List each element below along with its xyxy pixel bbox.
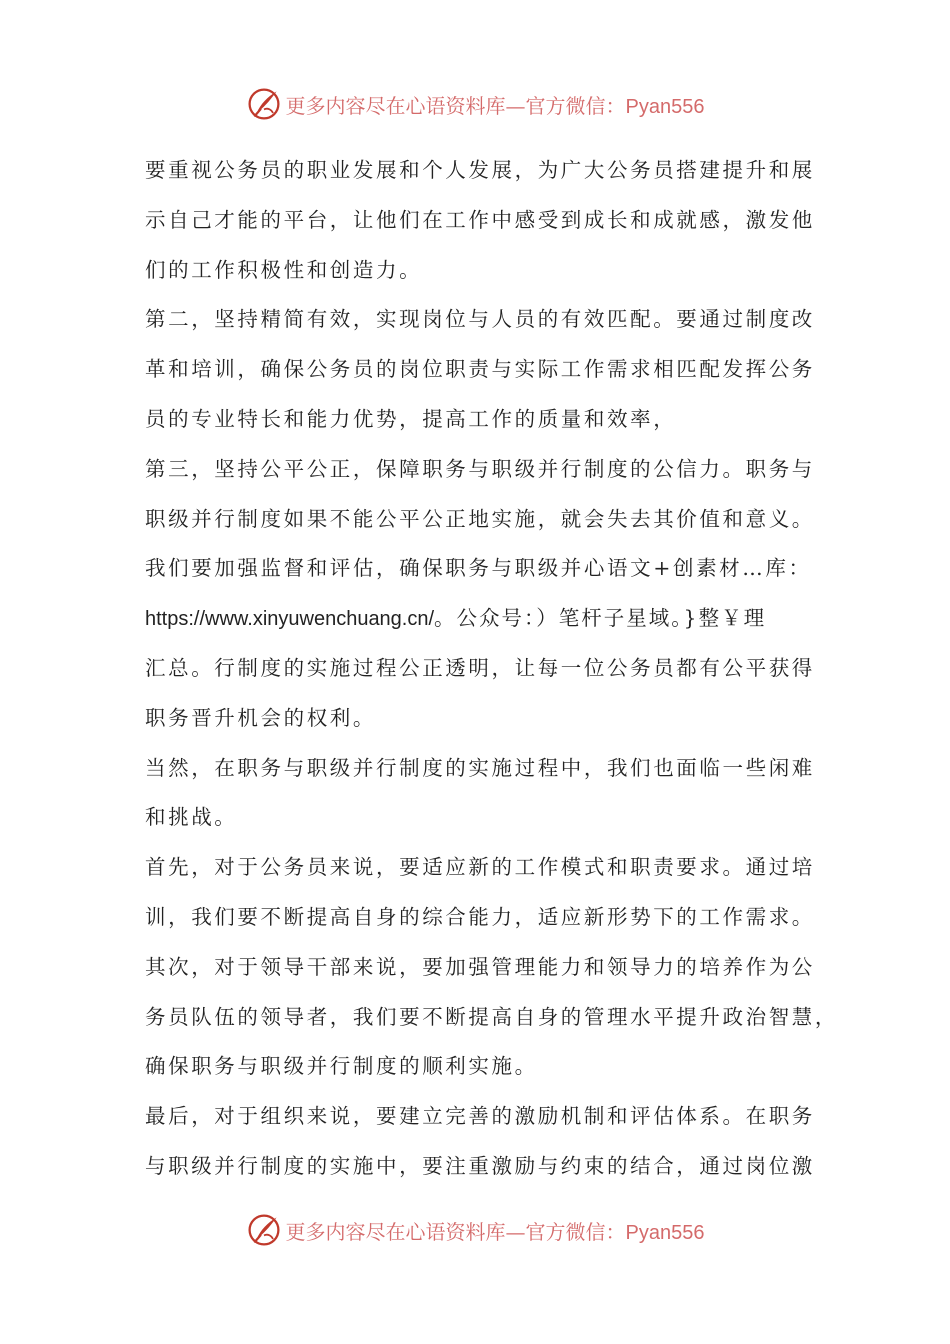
text-line: 员的专业特长和能力优势，提高工作的质量和效率， <box>145 406 677 431</box>
text-line: 革和培训，确保公务员的岗位职责与实际工作需求相匹配发挥公务 <box>145 357 815 382</box>
text-line: 们的工作积极性和创造力。 <box>145 257 423 282</box>
footer-watermark-banner <box>0 1210 950 1250</box>
text-line: 第三，坚持公平公正，保障职务与职级并行制度的公信力。职务与 <box>145 456 815 481</box>
wechat-id: Pyan556 <box>625 95 705 118</box>
url-line-rest: 。公众号：）笔杆子星域。}整￥理 <box>434 606 767 631</box>
text-line: 我们要加强监督和评估，确保职务与职级并心语文+创素材…库： <box>145 556 812 581</box>
header-watermark-banner <box>0 84 950 124</box>
text-line: 要重视公务员的职业发展和个人发展，为广大公务员搭建提升和展 <box>145 158 815 182</box>
text-line: 职级并行制度如果不能公平公正地实施，就会失去其价值和意义。 <box>145 506 815 531</box>
text-line: 汇总。行制度的实施过程公正透明，让每一位公务员都有公平获得 <box>145 655 815 680</box>
text-line: 职务晋升机会的权利。 <box>145 705 376 730</box>
text-line: 首先，对于公务员来说，要适应新的工作模式和职责要求。通过培 <box>145 855 815 880</box>
wechat-id: Pyan556 <box>625 1221 705 1244</box>
text-line: 务员队伍的领导者，我们要不断提高自身的管理水平提升政治智慧， <box>145 1004 838 1029</box>
watermark-text: 更多内容尽在心语资料库—官方微信：Pyan556 <box>285 93 705 118</box>
text-line: 确保职务与职级并行制度的顺利实施。 <box>145 1054 538 1079</box>
text-line: 第二，坚持精简有效，实现岗位与人员的有效匹配。要通过制度改 <box>145 307 815 332</box>
text-line: 和挑战。 <box>145 805 238 830</box>
website-url: https://www.xinyuwenchuang.cn/ <box>145 608 435 631</box>
text-line: 其次，对于领导干部来说，要加强管理能力和领导力的培养作为公 <box>145 954 815 979</box>
text-line: 最后，对于组织来说，要建立完善的激励机制和评估体系。在职务 <box>145 1104 815 1129</box>
url-text-line <box>145 598 810 648</box>
document-body <box>145 150 838 1196</box>
text-line: 与职级并行制度的实施中，要注重激励与约束的结合，通过岗位激 <box>145 1153 815 1178</box>
feather-pen-logo-icon <box>246 1212 282 1248</box>
text-line: 训，我们要不断提高自身的综合能力，适应新形势下的工作需求。 <box>145 904 815 929</box>
watermark-text: 更多内容尽在心语资料库—官方微信：Pyan556 <box>285 1219 705 1244</box>
feather-pen-logo-icon <box>246 86 282 122</box>
text-line: 示自己才能的平台，让他们在工作中感受到成长和成就感，激发他 <box>145 207 815 232</box>
text-line: 当然，在职务与职级并行制度的实施过程中，我们也面临一些闲难 <box>145 755 815 780</box>
